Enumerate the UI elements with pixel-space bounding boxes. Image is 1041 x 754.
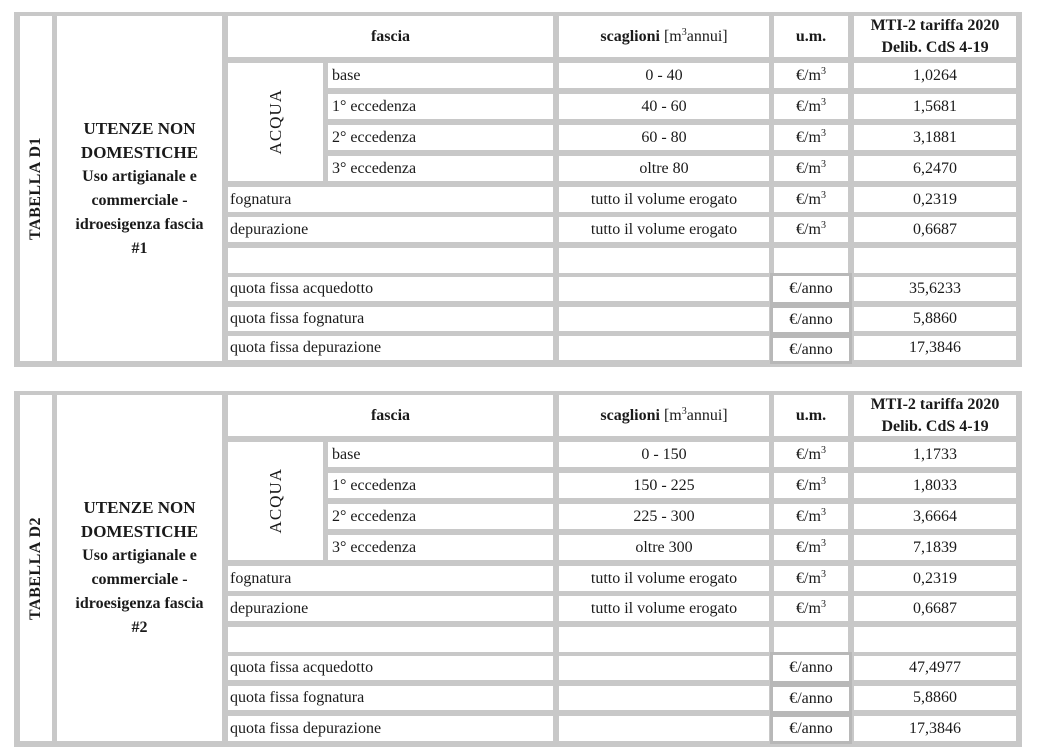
empty-cell [228, 248, 553, 273]
empty-cell [774, 248, 848, 273]
row-um: €/anno [770, 335, 852, 364]
row-um: €/anno [770, 652, 852, 684]
header-mti-line2: Delib. CdS 4-19 [881, 38, 989, 56]
row-um [774, 156, 848, 181]
row-fascia: quota fissa acquedotto [228, 277, 553, 301]
acqua-label: ACQUA [266, 468, 285, 534]
row-tariffa: 1,1733 [854, 442, 1016, 467]
row-um [774, 442, 848, 467]
header-mti [854, 16, 1016, 57]
empty-cell [559, 686, 769, 710]
row-fascia: base [328, 442, 553, 467]
row-um: €/anno [770, 714, 852, 744]
header-scaglioni-label: scaglioni [600, 406, 660, 424]
empty-cell [559, 307, 769, 331]
empty-cell [559, 716, 769, 741]
row-fascia: 1° eccedenza [328, 94, 553, 119]
row-fascia: 1° eccedenza [328, 473, 553, 498]
row-fascia: quota fissa fognatura [228, 307, 553, 331]
row-fascia: quota fissa depurazione [228, 716, 553, 741]
category-line: #2 [131, 619, 148, 636]
unit-label: €/m [796, 507, 821, 525]
table-title: TABELLA D2 [27, 516, 44, 620]
row-fascia: fognatura [228, 566, 553, 591]
row-um: €/anno [770, 684, 852, 714]
unit-label: €/m [796, 159, 821, 177]
unit-label: €/m [796, 128, 821, 146]
row-um [774, 63, 848, 88]
category-line: commerciale - [91, 571, 188, 588]
row-tariffa: 3,1881 [854, 125, 1016, 150]
unit-exp: 3 [820, 219, 826, 231]
acqua-label: ACQUA [266, 89, 285, 155]
row-tariffa: 47,4977 [854, 656, 1016, 680]
row-fascia: 2° eccedenza [328, 504, 553, 529]
unit-exp: 3 [820, 475, 826, 487]
row-um [774, 596, 848, 621]
header-scaglioni [559, 395, 769, 436]
category-line: DOMESTICHE [80, 522, 199, 541]
header-mti [854, 395, 1016, 436]
row-scaglione: tutto il volume erogato [559, 217, 769, 242]
row-fascia: 3° eccedenza [328, 535, 553, 560]
unit-label: €/m [796, 97, 821, 115]
unit-exp: 3 [820, 568, 826, 580]
unit-exp: 3 [820, 598, 826, 610]
row-fascia: 2° eccedenza [328, 125, 553, 150]
row-fascia: fognatura [228, 187, 553, 212]
unit-exp: 3 [820, 537, 826, 549]
row-tariffa: 5,8860 [854, 307, 1016, 331]
row-fascia: quota fissa fognatura [228, 686, 553, 710]
empty-cell [559, 248, 769, 273]
header-mti-line1: MTI-2 tariffa 2020 [870, 395, 1000, 413]
unit-label: €/m [796, 445, 821, 463]
row-um [774, 125, 848, 150]
unit-exp: 3 [820, 189, 826, 201]
row-scaglione: tutto il volume erogato [559, 566, 769, 591]
row-um [774, 473, 848, 498]
row-tariffa: 1,5681 [854, 94, 1016, 119]
row-tariffa: 0,6687 [854, 596, 1016, 621]
category-cell [57, 395, 222, 741]
row-um [774, 217, 848, 242]
header-scaglioni-label: scaglioni [600, 27, 660, 45]
header-fascia: fascia [228, 395, 553, 436]
empty-cell [228, 627, 553, 652]
unit-exp: 3 [820, 444, 826, 456]
row-um: €/anno [770, 305, 852, 335]
row-scaglione: 60 - 80 [559, 125, 769, 150]
row-scaglione: 225 - 300 [559, 504, 769, 529]
empty-cell [854, 248, 1016, 273]
row-fascia: base [328, 63, 553, 88]
row-tariffa: 3,6664 [854, 504, 1016, 529]
empty-cell [854, 627, 1016, 652]
row-scaglione: oltre 300 [559, 535, 769, 560]
header-scaglioni-unit-open: [m [663, 406, 682, 424]
category-cell [57, 16, 222, 361]
category-line: Uso artigianale e [82, 167, 197, 185]
category-line: #1 [131, 239, 148, 257]
header-scaglioni-unit-close: annui] [686, 27, 728, 45]
row-tariffa: 0,2319 [854, 187, 1016, 212]
header-scaglioni-unit-exp: 3 [681, 26, 687, 38]
row-um [774, 94, 848, 119]
unit-label: €/m [796, 569, 821, 587]
header-mti-line1: MTI-2 tariffa 2020 [870, 16, 1000, 34]
row-tariffa: 1,0264 [854, 63, 1016, 88]
empty-cell [559, 627, 769, 652]
row-um [774, 187, 848, 212]
row-scaglione: tutto il volume erogato [559, 596, 769, 621]
row-tariffa: 0,6687 [854, 217, 1016, 242]
unit-label: €/m [796, 190, 821, 208]
unit-exp: 3 [820, 158, 826, 170]
row-tariffa: 35,6233 [854, 277, 1016, 301]
category-line: idroesigenza fascia [75, 595, 204, 612]
unit-label: €/m [796, 599, 821, 617]
row-scaglione: 150 - 225 [559, 473, 769, 498]
row-tariffa: 6,2470 [854, 156, 1016, 181]
row-fascia: 3° eccedenza [328, 156, 553, 181]
category-line: commerciale - [91, 191, 188, 209]
header-scaglioni-unit-close: annui] [686, 406, 728, 424]
row-tariffa: 17,3846 [854, 716, 1016, 741]
acqua-label-cell [228, 442, 323, 560]
row-tariffa: 7,1839 [854, 535, 1016, 560]
row-scaglione: 0 - 40 [559, 63, 769, 88]
header-um: u.m. [774, 16, 848, 57]
unit-exp: 3 [820, 65, 826, 77]
unit-exp: 3 [820, 127, 826, 139]
acqua-label-cell [228, 63, 323, 181]
category-line: UTENZE NON [83, 118, 196, 138]
header-scaglioni-unit-exp: 3 [681, 405, 687, 417]
row-tariffa: 1,8033 [854, 473, 1016, 498]
row-um [774, 504, 848, 529]
row-um [774, 535, 848, 560]
unit-label: €/m [796, 538, 821, 556]
empty-cell [559, 336, 769, 360]
row-um [774, 566, 848, 591]
unit-exp: 3 [820, 506, 826, 518]
table-title: TABELLA D1 [27, 137, 44, 240]
row-tariffa: 17,3846 [854, 336, 1016, 360]
empty-cell [774, 627, 848, 652]
header-scaglioni [559, 16, 769, 57]
empty-cell [559, 656, 769, 680]
header-fascia: fascia [228, 16, 553, 57]
row-tariffa: 0,2319 [854, 566, 1016, 591]
unit-label: €/m [796, 220, 821, 238]
unit-label: €/m [796, 476, 821, 494]
category-line: UTENZE NON [83, 498, 196, 517]
row-scaglione: 40 - 60 [559, 94, 769, 119]
table-title-cell [20, 395, 52, 741]
header-um: u.m. [774, 395, 848, 436]
tariff-table-d1 [14, 12, 1022, 367]
row-scaglione: tutto il volume erogato [559, 187, 769, 212]
empty-cell [559, 277, 769, 301]
category-line: idroesigenza fascia [75, 215, 204, 233]
row-fascia: depurazione [228, 596, 553, 621]
tariff-table-d2 [14, 391, 1022, 747]
table-title-cell [20, 16, 52, 361]
row-um: €/anno [770, 273, 852, 305]
row-tariffa: 5,8860 [854, 686, 1016, 710]
category-line: DOMESTICHE [80, 142, 199, 162]
unit-label: €/m [796, 66, 821, 84]
unit-exp: 3 [820, 96, 826, 108]
header-mti-line2: Delib. CdS 4-19 [881, 417, 989, 435]
header-scaglioni-unit-open: [m [663, 27, 682, 45]
row-fascia: depurazione [228, 217, 553, 242]
row-scaglione: 0 - 150 [559, 442, 769, 467]
row-scaglione: oltre 80 [559, 156, 769, 181]
row-fascia: quota fissa depurazione [228, 336, 553, 360]
category-line: Uso artigianale e [82, 547, 197, 564]
row-fascia: quota fissa acquedotto [228, 656, 553, 680]
